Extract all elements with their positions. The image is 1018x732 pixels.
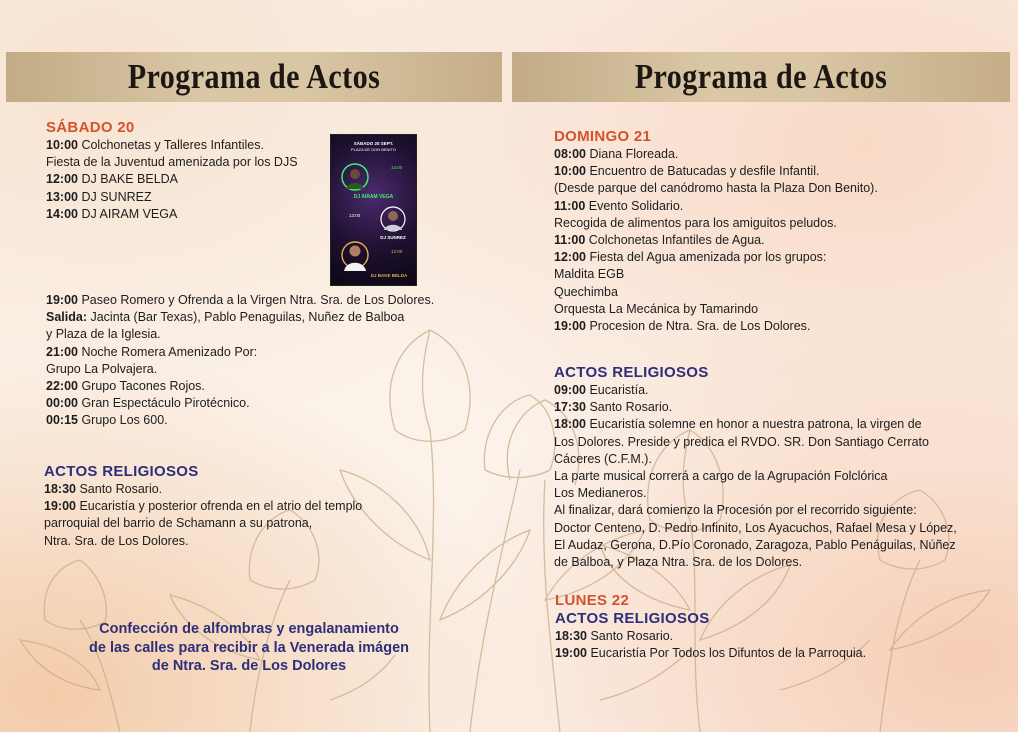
- schedule-line: Doctor Centeno, D. Pedro Infinito, Los Ayacuchos, Rafael Mesa y López,: [554, 520, 957, 535]
- schedule-line: 18:30 Santo Rosario.: [555, 629, 674, 643]
- schedule-line: 18:30 Santo Rosario.: [44, 482, 163, 496]
- poster-dj-head: [350, 169, 360, 179]
- schedule-line: Al finalizar, dará comienzo la Procesión por el recorrido siguiente:: [554, 503, 917, 518]
- sunday-schedule: [554, 128, 878, 335]
- schedule-line: 09:00 Eucaristía.: [554, 383, 649, 397]
- sunday-heading: DOMINGO 21: [554, 128, 652, 145]
- saturday-evening-schedule: [46, 292, 434, 430]
- left-page-title: Programa de Actos: [127, 57, 381, 96]
- schedule-line: 08:00 Diana Floreada.: [554, 147, 679, 161]
- poster-dj-name-3: DJ BAKE BELDA: [370, 273, 408, 278]
- notice-line-2: de las calles para recibir a la Venerada imágen: [89, 639, 409, 656]
- schedule-line: Ntra. Sra. de Los Dolores.: [44, 533, 189, 548]
- poster-dj-body: [344, 263, 366, 271]
- poster-dj-body: [384, 225, 402, 230]
- schedule-line: 19:00 Eucaristía Por Todos los Difuntos de la Parroquia.: [555, 646, 867, 661]
- schedule-line: 00:00 Gran Espectáculo Pirotécnico.: [46, 396, 250, 411]
- schedule-line: 12:00 DJ BAKE BELDA: [46, 172, 179, 187]
- poster-dj-body: [346, 183, 364, 189]
- schedule-line: 12:00 Fiesta del Agua amenizada por los grupos:: [554, 250, 827, 265]
- poster-place: PLAZA DE DON BENITO: [350, 147, 397, 152]
- schedule-line: La parte musical correrá a cargo de la Agrupación Folclórica: [554, 469, 888, 484]
- schedule-line: 13:00 DJ SUNREZ: [46, 189, 152, 204]
- monday-schedule: [555, 592, 866, 662]
- poster-dj-head: [388, 211, 398, 221]
- schedule-line: y Plaza de la Iglesia.: [46, 327, 161, 342]
- schedule-line: Salida: Jacinta (Bar Texas), Pablo Penaguilas, Nuñez de Balboa: [46, 310, 405, 325]
- poster-dj-name-2: DJ SUNREZ: [380, 235, 406, 240]
- schedule-line: parroquial del barrio de Schamann a su patrona,: [44, 516, 313, 531]
- schedule-line: 18:00 Eucaristía solemne en honor a nuestra patrona, la virgen de: [554, 417, 922, 432]
- schedule-line: Maldita EGB: [554, 267, 625, 282]
- schedule-line: 19:00 Eucaristía y posterior ofrenda en el atrio del templo: [44, 499, 363, 514]
- schedule-line: 00:15 Grupo Los 600.: [46, 413, 168, 428]
- schedule-line: 11:00 Evento Solidario.: [554, 198, 684, 213]
- left-title-banner: [6, 52, 502, 102]
- schedule-line: de Balboa, y Plaza Ntra. Sra. de los Dolores.: [554, 555, 803, 570]
- schedule-line: 21:00 Noche Romera Amenizado Por:: [46, 344, 258, 359]
- left-religious-acts: [44, 463, 362, 550]
- saturday-schedule: [46, 119, 298, 223]
- schedule-line: 11:00 Colchonetas Infantiles de Agua.: [554, 233, 765, 248]
- notice-line-3: de Ntra. Sra. de Los Dolores: [151, 658, 347, 674]
- right-title-banner: [512, 52, 1010, 102]
- schedule-line: (Desde parque del canódromo hasta la Plaza Don Benito).: [554, 181, 878, 196]
- poster-time-2: 13:00: [349, 213, 361, 218]
- dj-event-poster: [330, 134, 417, 286]
- schedule-line: Grupo La Polvajera.: [46, 361, 158, 376]
- left-religious-heading: ACTOS RELIGIOSOS: [44, 463, 199, 480]
- poster-dj-name-1: DJ AIRAM VEGA: [353, 194, 394, 200]
- schedule-line: 22:00 Grupo Tacones Rojos.: [46, 379, 205, 394]
- schedule-line: Quechimba: [554, 284, 618, 299]
- poster-time-1: 14:00: [391, 165, 403, 170]
- schedule-line: 19:00 Paseo Romero y Ofrenda a la Virgen Ntra. Sra. de Los Dolores.: [46, 293, 435, 307]
- schedule-line: 19:00 Procesion de Ntra. Sra. de Los Dolores.: [554, 319, 811, 334]
- schedule-line: 10:00 Encuentro de Batucadas y desfile Infantil.: [554, 164, 820, 179]
- monday-religious-heading: ACTOS RELIGIOSOS: [555, 610, 710, 627]
- schedule-line: Los Medianeros.: [554, 486, 647, 501]
- poster-date: SÁBADO 20 SEPT.: [353, 141, 394, 146]
- right-page-title: Programa de Actos: [634, 57, 888, 96]
- carpets-notice: [44, 620, 454, 676]
- monday-heading: LUNES 22: [555, 592, 630, 609]
- schedule-line: Orquesta La Mecánica by Tamarindo: [554, 301, 759, 316]
- schedule-line: Los Dolores. Preside y predica el RVDO. SR. Don Santiago Cerrato: [554, 434, 929, 449]
- schedule-line: Fiesta de la Juventud amenizada por los DJS: [46, 155, 298, 170]
- schedule-line: Recogida de alimentos para los amiguitos peludos.: [554, 215, 837, 230]
- schedule-line: Cáceres (C.F.M.).: [554, 451, 652, 466]
- schedule-line: El Audaz, Gerona, D.Pío Coronado, Zaragoza, Pablo Penáguilas, Núñez: [554, 537, 956, 552]
- poster-dj-head: [350, 246, 361, 257]
- right-religious-heading: ACTOS RELIGIOSOS: [554, 364, 709, 381]
- saturday-heading: SÁBADO 20: [46, 119, 135, 136]
- poster-artwork: [331, 135, 416, 285]
- poster-time-3: 12:00: [391, 249, 403, 254]
- schedule-line: 17:30 Santo Rosario.: [554, 400, 673, 415]
- right-religious-acts: [554, 364, 957, 571]
- schedule-line: 14:00 DJ AIRAM VEGA: [46, 206, 178, 221]
- notice-line-1: Confección de alfombras y engalanamiento: [99, 621, 399, 637]
- schedule-line: 10:00 Colchonetas y Talleres Infantiles.: [46, 138, 264, 152]
